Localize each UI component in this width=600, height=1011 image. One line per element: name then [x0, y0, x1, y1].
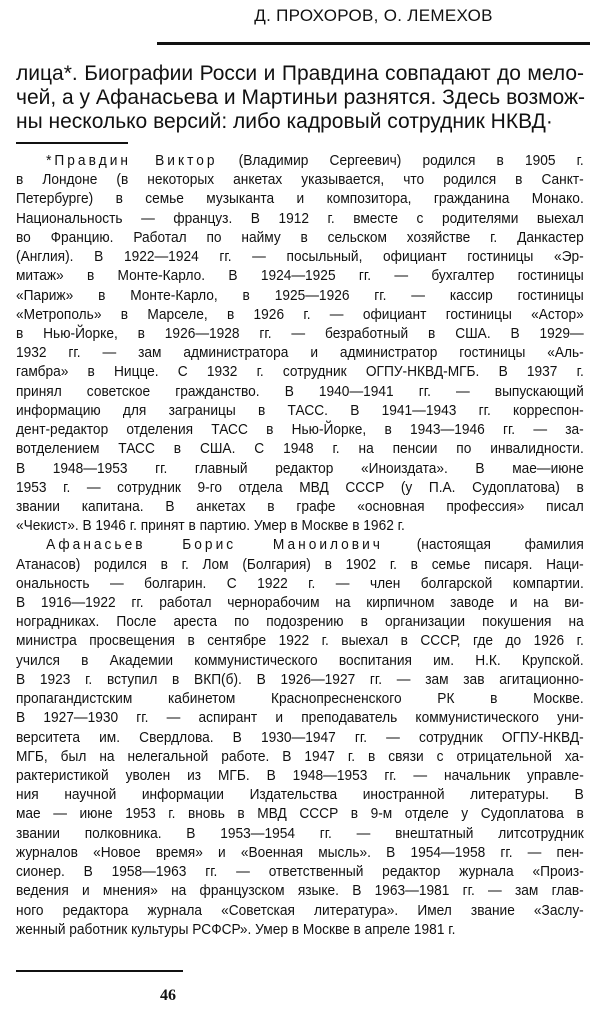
- footnote-separator: [16, 142, 128, 144]
- text-line: рактеристикой уволен из МГБ. В 1948—1953 гг. — начальник управле-: [16, 768, 584, 784]
- person-name: *Правдин Виктор: [46, 153, 218, 169]
- text-line: дент-редактор отделения ТАСС в Нью-Йорке, в 1943—1946 гг. — за-: [16, 422, 584, 439]
- text-line: принял советское гражданство. В 1940—1941 гг. — выпускающий: [16, 383, 584, 400]
- text-line: сионер. В 1958—1963 гг. — ответственный редактор журнала «Произ-: [16, 864, 584, 881]
- footnote-text: (настоящая фамилия: [382, 537, 584, 554]
- text-line: журналов «Новое время» и «Военная мысль». В 1954—1958 гг. — пен-: [16, 844, 584, 861]
- text-line: В 1916—1922 гг. работал чернорабочим на кирпичном заводе и на ви-: [16, 595, 584, 612]
- text-line: информацию для заграницы в ТАСС. В 1941—1943 гг. корреспон-: [16, 402, 584, 419]
- text-line: В 1948—1953 гг. главный редактор «Иноиздата». В мае—июне: [16, 460, 584, 477]
- text-line: лица*. Биографии Росси и Правдина совпадают до мело-: [16, 62, 584, 85]
- text-line: женный работник культуры РСФСР». Умер в Москве в апреле 1981 г.: [16, 921, 456, 938]
- text-line: 1953 г. — сотрудник 9-го отдела МВД СССР (у П.А. Судоплатова) в: [16, 479, 584, 496]
- text-line: митаж» в Монте-Карло. В 1924—1925 гг. — бухгалтер гостиницы: [16, 268, 584, 285]
- text-line: министра просвещения в сентябре 1922 г. выехал в СССР, где до 1926 г.: [16, 633, 584, 650]
- text-line: ного редактора журнала «Советская литература». Имел звание «Заслу-: [16, 902, 584, 919]
- text-line: звании полковника. В 1953—1954 гг. — внештатный литсотрудник: [16, 825, 584, 842]
- footnote-afanasiev: [16, 536, 584, 940]
- text-line: «Париж» в Монте-Карло, в 1925—1926 гг. — кассир гостиницы: [16, 287, 584, 304]
- text-line: ведения и мнения» на французском языке. В 1963—1981 гг. — зам глав-: [16, 883, 584, 900]
- person-name: Афанасьев Борис Маноилович: [46, 537, 383, 554]
- text-line: В 1927—1930 гг. — аспирант и преподаватель коммунистического уни-: [16, 710, 584, 727]
- header-rule: [157, 42, 590, 45]
- text-line: звании капитана. В анкетах в графе «основная профессия» писал: [16, 498, 584, 515]
- text-line: учился в Академии коммунистического воспитания им. Н.К. Крупской.: [16, 652, 584, 669]
- text-line: ноградниках. После ареста по подозрению в организации покушения на: [16, 614, 584, 631]
- text-line: Национальность — француз. В 1912 г. вместе с родителями выехал: [16, 210, 584, 227]
- text-line: ональность — болгарин. С 1922 г. — член болгарской компартии.: [16, 575, 584, 592]
- text-line: Атанасов) родился в г. Лом (Болгария) в 1902 г. в семье писаря. Наци-: [16, 556, 584, 573]
- footnote: [16, 152, 584, 940]
- text-line: гамбра» в Ницце. С 1932 г. сотрудник ОГПУ-НКВД-МГБ. В 1937 г.: [16, 364, 584, 381]
- text-line: «Метрополь» в Марселе, в 1926 г. — официант гостиницы «Астор»: [16, 306, 584, 323]
- text-line: Петербурге) в семье музыканта и композитора, гражданина Монако.: [16, 191, 584, 208]
- footnote-line: [16, 152, 584, 171]
- footnote-pravdin: [16, 152, 584, 536]
- main-text: [16, 62, 584, 134]
- footnote-text: (Владимир Сергеевич) родился в 1905 г.: [217, 153, 584, 169]
- text-line: во Францию. Работал по найму в сельском хозяйстве г. Данкастер: [16, 229, 584, 246]
- text-line: 1932 гг. — зам администратора и администратор гостиницы «Аль-: [16, 345, 584, 362]
- text-line: (Англия). В 1922—1924 гг. — посыльный, официант гостиницы «Эр-: [16, 249, 584, 266]
- footnote-line: [16, 536, 584, 555]
- text-line: МГБ, был на нелегальной работе. В 1947 г. в связи с отрицательной ха-: [16, 748, 584, 765]
- text-line: ны несколько версий: либо кадровый сотрудник НКВД·: [16, 110, 553, 133]
- text-line: в Лондоне (в некоторых анкетах указывается, что родился в Санкт-: [16, 172, 584, 189]
- text-line: мае — июне 1953 г. вновь в МВД СССР в 9-м отделе у Судоплатова в: [16, 806, 584, 823]
- text-line: пропагандистским кабинетом Краснопресненского РК в Москве.: [16, 691, 584, 708]
- page-number: 46: [160, 987, 176, 1004]
- text-line: в Нью-Йорке, в 1926—1928 гг. — безработный в США. В 1929—: [16, 325, 584, 342]
- text-line: чей, а у Афанасьева и Мартиньи разнятся. Здесь возмож-: [16, 86, 585, 109]
- text-line: верситета им. Свердлова. В 1930—1947 гг. — сотрудник ОГПУ-НКВД-: [16, 729, 584, 746]
- text-line: «Чекист». В 1946 г. принят в партию. Умер в Москве в 1962 г.: [16, 518, 405, 535]
- text-line: вотделением ТАСС в США. С 1948 г. на пенсии по инвалидности.: [16, 441, 584, 458]
- text-line: ния научной информации Издательства иностранной литературы. В: [16, 787, 584, 804]
- bottom-rule: [16, 970, 183, 972]
- text-line: В 1923 г. вступил в ВКП(б). В 1926—1927 гг. — зам зав агитационно-: [16, 671, 584, 688]
- running-header: Д. ПРОХОРОВ, О. ЛЕМЕХОВ: [254, 6, 493, 25]
